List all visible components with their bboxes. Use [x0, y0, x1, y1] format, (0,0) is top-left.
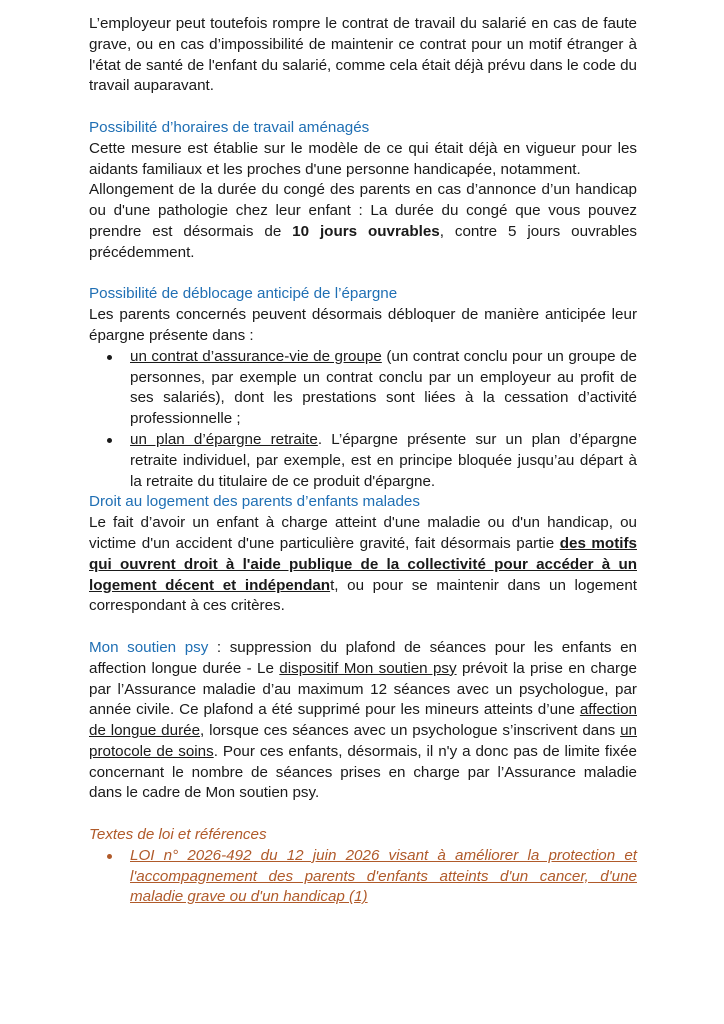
intro-paragraph: L’employeur peut toutefois rompre le contrat de travail du salarié en cas de faute grave, ou en cas d’impossibilité de maintenir ce contrat pour un motif étranger à l'état de santé de l'enfant du salarié, comme cela était déjà prévu dans le code du travail auparavant. — [89, 15, 637, 95]
psy-text-1: : suppression du plafond de séances pour les enfants en affection longue durée - Le — [89, 638, 637, 677]
link-dispositif-psy[interactable]: dispositif Mon soutien psy — [279, 659, 457, 677]
horaires-text-b: , contre 5 jours ouvrables précédemment. — [89, 222, 638, 261]
epargne-paragraph: Les parents concernés peuvent désormais débloquer de manière anticipée leur épargne présente dans : — [89, 306, 637, 344]
document-page — [89, 14, 637, 908]
link-motifs-logement[interactable]: des motifs qui ouvrent droit à l'aide publique de la collectivité pour accéder à un logement décent et indépendan — [89, 534, 637, 594]
psy-text-4: . Pour ces enfants, désormais, il n'y a donc pas de limite fixée concernant le nombre de séances prises en charge par l’Assurance maladie dans le cadre de Mon soutien psy. — [89, 742, 638, 802]
list-item — [89, 347, 637, 430]
horaires-paragraph-1: Cette mesure est établie sur le modèle de ce qui était déjà en vigueur pour les aidants familiaux et les proches d'une personne handicapée, notamment. — [89, 139, 637, 178]
link-assurance-vie[interactable]: un contrat d’assurance-vie de groupe — [130, 347, 382, 365]
heading-epargne: Possibilité de déblocage anticipé de l’épargne — [89, 285, 398, 303]
logement-text-b: t, ou pour se maintenir dans un logement correspondant à ces critères. — [89, 576, 638, 615]
link-plan-epargne-retraite[interactable]: un plan d’épargne retraite — [130, 430, 318, 448]
link-affection-longue-duree[interactable]: affection de longue durée — [89, 701, 637, 740]
heading-horaires: Possibilité d’horaires de travail aménagés — [89, 118, 370, 136]
reference-item — [89, 846, 637, 908]
epargne-list — [89, 347, 637, 493]
list-item-text: . L’épargne présente sur un plan d’épargne retraite individuel, par exemple, est en principe bloquée jusqu’au départ à la retraite du titulaire de ce produit d'épargne. — [130, 430, 638, 490]
list-item — [89, 430, 637, 492]
link-loi-2026-492[interactable]: LOI n° 2026-492 du 12 juin 2026 visant à améliorer la protection et l'accompagnement des parents d'enfants atteints d'un cancer, d'une maladie grave ou d'un handicap (1) — [130, 846, 637, 906]
link-protocole-soins[interactable]: un protocole de soins — [89, 722, 637, 760]
references-title: Textes de loi et références — [89, 826, 267, 844]
horaires-bold-days: 10 jours ouvrables — [292, 222, 440, 240]
list-item-text: (un contrat conclu pour un groupe de personnes, par exemple un contrat conclu par un employeur au profit de ses salariés), dont les prestations sont liées à la cessation d’activité professionnelle ; — [130, 347, 638, 428]
horaires-paragraph-2 — [89, 180, 637, 263]
psy-text-3: , lorsque ces séances avec un psychologue s’inscrivent dans — [200, 722, 621, 740]
psy-paragraph — [89, 638, 637, 804]
psy-lead: Mon soutien psy — [89, 638, 209, 656]
references-list — [89, 846, 637, 908]
heading-logement: Droit au logement des parents d’enfants malades — [89, 493, 420, 511]
logement-text-a: Le fait d’avoir un enfant à charge atteint d'une maladie ou d'un handicap, ou victime d'un accident d'une particulière gravité, fait désormais partie — [89, 514, 637, 552]
logement-paragraph — [89, 513, 637, 617]
horaires-text-a: Allongement de la durée du congé des parents en cas d’annonce d’un handicap ou d'une pathologie chez leur enfant : La durée du congé que vous pouvez prendre est désormais de — [89, 181, 637, 240]
psy-text-2: prévoit la prise en charge par l’Assurance maladie d’au maximum 12 séances avec un psychologue, par année civile. Ce plafond a été supprimé pour les mineurs atteints d’une — [89, 659, 637, 719]
